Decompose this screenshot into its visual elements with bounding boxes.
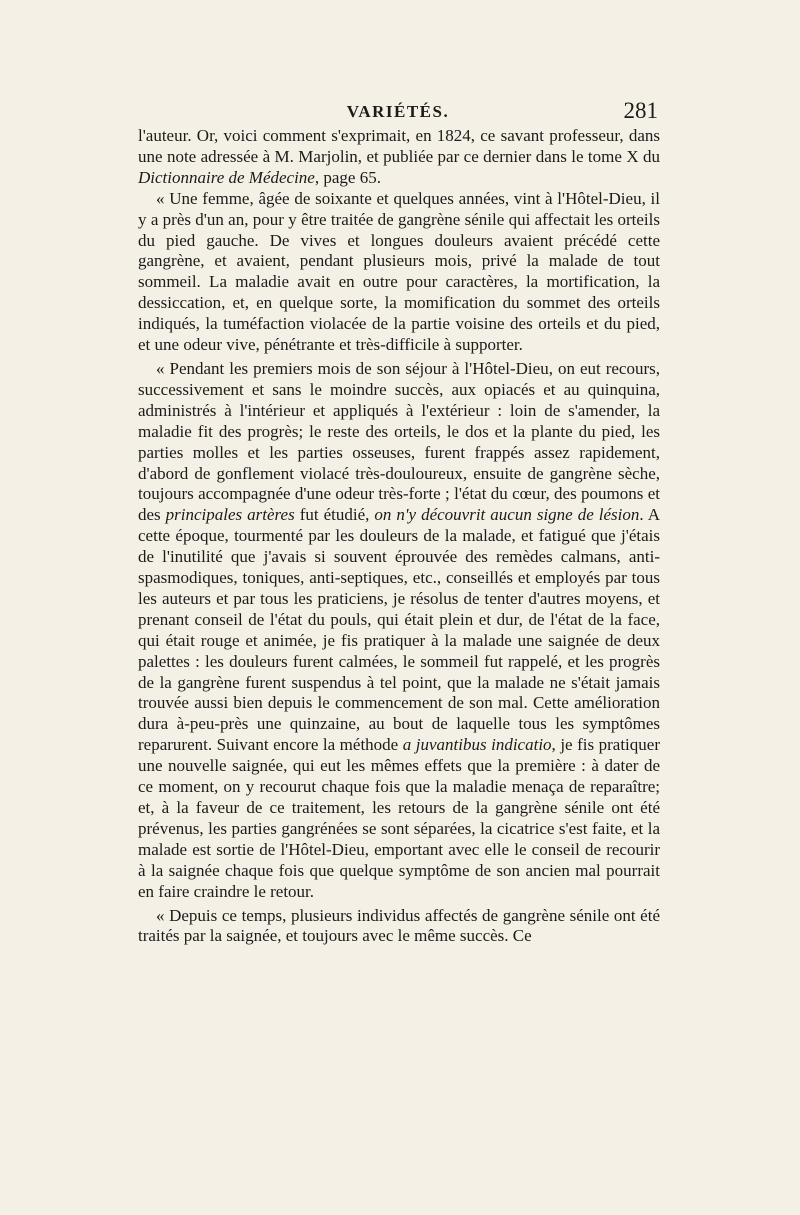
paragraph-3-text: « Pendant les premiers mois de son séjour à l'Hôtel-Dieu, on eut recours, successivement et sans le moindre succès, aux opiacés et au quinquina, administrés à l'intérieur et appliqués à l'extérieur : loin de s'amender, la maladie fit des progrès; le reste des orteils, le dos et la plante du pied, les parties molles et les parties osseuses, furent frappés assez rapidement, d'abord de gonflement violacé très-douloureux, ensuite de gangrène sèche, toujours accompagnée d'une odeur très-forte ; l'état du cœur, des poumons et des — [138, 358, 660, 525]
paragraph-1 — [138, 126, 660, 189]
paragraph-3-text-post: . A cette époque, tourmenté par les douleurs de la malade, et fatigué que j'étais de l'inutilité que j'avais si souvent éprouvée des remèdes calmans, anti-spasmodiques, toniques, anti-septiques, etc., conseillés et employés par tous les auteurs et par tous les praticiens, je résolus de tenter d'autres moyens, et prenant conseil de l'état du pouls, qui était plein et dur, de l'état de la face, qui était rouge et animée, je fis pratiquer à la malade une saignée de deux palettes : les douleurs furent calmées, le sommeil fut rappelé, et les progrès de la gangrène furent suspendus à tel point, que la malade ne s'était jamais trouvée aussi bien depuis le commencement de son mal. Cette amélioration dura à-peu-près une quinzaine, au bout de laquelle tous les symptômes reparurent. Suivant encore la méthode — [138, 505, 660, 755]
paragraph-1-tail: , page 65. — [314, 167, 381, 187]
paragraph-3-italic-lesion: on n'y découvrit aucun signe de lésion — [374, 505, 640, 525]
paragraph-2-text: « Une femme, âgée de soixante et quelques années, vint à l'Hôtel-Dieu, il y a près d'un an, pour y être traitée de gangrène sénile qui affectait les orteils du pied gauche. De vives et longues douleurs avaient précédé cette gangrène, et avaient, pendant plusieurs mois, privé la malade de tout sommeil. La maladie avait en outre pour caractères, la mortification, la dessiccation, et, en quelque sorte, la momification du sommet des orteils indiqués, la tuméfaction violacée de la partie voisine des orteils et du pied, et une odeur vive, pénétrante et très-difficile à supporter. — [138, 188, 660, 355]
paragraph-1-text: l'auteur. Or, voici comment s'exprimait, en 1824, ce savant professeur, dans une note adressée à M. Marjolin, et publiée par ce dernier dans le tome X du — [138, 126, 660, 166]
running-title: VARIÉTÉS. — [346, 102, 450, 121]
paragraph-3-text-mid: fut étudié, — [294, 505, 375, 525]
paragraph-3-italic-arteres: principales artères — [165, 505, 295, 525]
body-text — [138, 126, 660, 947]
paragraph-4-text: « Depuis ce temps, plusieurs individus affectés de gangrène sénile ont été traités par la saignée, et toujours avec le même succès. Ce — [138, 905, 660, 946]
paragraph-3-italic-latin: a juvantibus indicatio — [402, 735, 552, 755]
running-head — [138, 98, 658, 128]
paragraph-3 — [138, 359, 660, 903]
paragraph-2 — [138, 189, 660, 356]
paragraph-1-italic-title: Dictionnaire de Médecine — [138, 167, 315, 187]
paragraph-4 — [138, 906, 660, 948]
paragraph-3-text-end: , je fis pratiquer une nouvelle saignée, qui eut les mêmes effets que la première : à dater de ce moment, on y recourut chaque fois que la maladie menaça de reparaître; et, à la faveur de ce traitement, les retours de la gangrène sénile ont été prévenus, les parties gangrénées se sont séparées, la cicatrice s'est faite, et la malade est sortie de l'Hôtel-Dieu, emportant avec elle le conseil de recourir à la saignée chaque fois que quelque symptôme de son ancien mal pourrait en faire craindre le retour. — [138, 735, 660, 901]
page-number: 281 — [623, 98, 658, 123]
